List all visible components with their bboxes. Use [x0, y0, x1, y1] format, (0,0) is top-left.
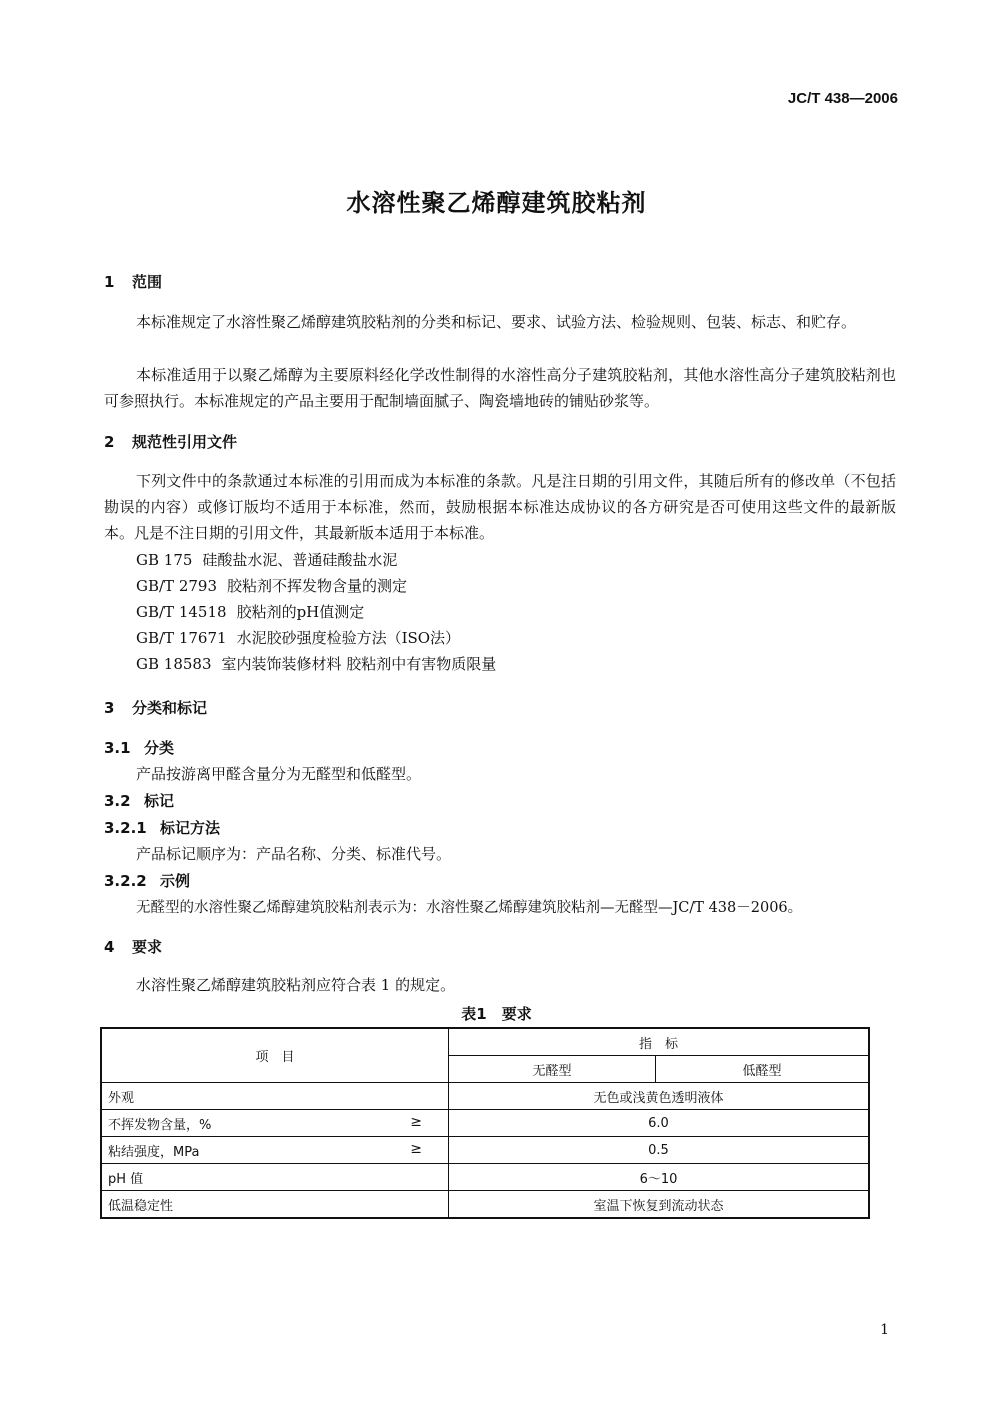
- subsection-number: 3.2.2: [104, 872, 147, 890]
- section-title: 分类和标记: [132, 699, 208, 717]
- section-title: 规范性引用文件: [132, 433, 238, 451]
- row-item-label: 不挥发物含量，%: [108, 1117, 212, 1133]
- row-item: [101, 1083, 449, 1110]
- row-item-label: 外观: [108, 1090, 135, 1106]
- section-number: 4: [104, 938, 115, 956]
- section-3-heading: [104, 697, 896, 718]
- reference-title: 硅酸盐水泥、普通硅酸盐水泥: [202, 551, 398, 569]
- header-index: 指 标: [449, 1028, 870, 1056]
- row-item: [101, 1137, 449, 1164]
- subsection-3-2-1-heading: [104, 817, 896, 838]
- reference-item: [104, 547, 896, 573]
- section-number: 1: [104, 273, 115, 291]
- header-type-1: 无醛型: [449, 1056, 656, 1083]
- subsection-number: 3.2.1: [104, 819, 147, 837]
- reference-code: GB/T 17671: [136, 629, 227, 647]
- subsection-number: 3.1: [104, 739, 131, 757]
- page-number: 1: [880, 1322, 889, 1338]
- section-2-heading: [104, 431, 896, 452]
- row-item-label: pH 值: [108, 1171, 144, 1187]
- reference-item: [104, 573, 896, 599]
- document-title: 水溶性聚乙烯醇建筑胶粘剂: [346, 189, 647, 217]
- subsection-title: 标记: [144, 792, 175, 810]
- subsection-number: 3.2: [104, 792, 131, 810]
- row-item-label: 低温稳定性: [108, 1198, 174, 1214]
- section-4-text: 水溶性聚乙烯醇建筑胶粘剂应符合表 1 的规定。: [136, 976, 456, 994]
- row-value: 0.5: [449, 1137, 870, 1164]
- row-value: 室温下恢复到流动状态: [449, 1191, 870, 1219]
- row-value: 无色或浅黄色透明液体: [449, 1083, 870, 1110]
- section-1-paragraph-1: 本标准规定了水溶性聚乙烯醇建筑胶粘剂的分类和标记、要求、试验方法、检验规则、包装、标志、和贮存。: [136, 313, 857, 331]
- header-type-2: 低醛型: [656, 1056, 870, 1083]
- subsection-title: 分类: [144, 739, 175, 757]
- reference-code: GB 175: [136, 551, 193, 569]
- subsection-3-2-heading: [104, 790, 896, 811]
- reference-title: 胶粘剂的pH值测定: [236, 603, 365, 621]
- table-row: [101, 1110, 869, 1137]
- subsection-title: 标记方法: [160, 819, 221, 837]
- subsection-3-1-text: 产品按游离甲醛含量分为无醛型和低醛型。: [136, 765, 422, 783]
- reference-title: 室内装饰装修材料 胶粘剂中有害物质限量: [221, 655, 497, 673]
- subsection-3-1-heading: [104, 737, 896, 758]
- section-title: 范围: [132, 273, 163, 291]
- section-1-heading: [104, 271, 896, 292]
- subsection-3-2-2-heading: [104, 870, 896, 891]
- requirements-table: [100, 1027, 870, 1219]
- reference-item: [104, 625, 896, 651]
- subsection-3-2-2-text: 无醛型的水溶性聚乙烯醇建筑胶粘剂表示为：水溶性聚乙烯醇建筑胶粘剂—无醛型—JC/T 438－2006。: [136, 900, 803, 916]
- section-1-paragraph-2: 本标准适用于以聚乙烯醇为主要原料经化学改性制得的水溶性高分子建筑胶粘剂，其他水溶性高分子建筑胶粘剂也可参照执行。本标准规定的产品主要用于配制墙面腻子、陶瓷墙地砖的铺贴砂浆等。: [104, 366, 896, 410]
- table-caption: 表1 要求: [461, 1005, 532, 1023]
- reference-item: [104, 599, 896, 625]
- standard-code: JC/T 438—2006: [787, 90, 898, 107]
- row-value: 6.0: [449, 1110, 870, 1137]
- section-title: 要求: [132, 938, 163, 956]
- section-number: 3: [104, 699, 115, 717]
- row-symbol: ≥: [410, 1140, 422, 1157]
- table-header-row: [101, 1028, 869, 1056]
- reference-code: GB/T 14518: [136, 603, 227, 621]
- section-number: 2: [104, 433, 115, 451]
- subsection-title: 示例: [160, 872, 191, 890]
- subsection-3-2-1-text: 产品标记顺序为：产品名称、分类、标准代号。: [136, 845, 452, 863]
- table-row: [101, 1137, 869, 1164]
- section-2-paragraph-1: 下列文件中的条款通过本标准的引用而成为本标准的条款。凡是注日期的引用文件，其随后所有的修改单（不包括勘误的内容）或修订版均不适用于本标准，然而，鼓励根据本标准达成协议的各方研究是否可使用这些文件的最新版本。凡是不注日期的引用文件，其最新版本适用于本标准。: [104, 472, 896, 542]
- section-4-heading: [104, 936, 896, 957]
- row-item: [101, 1191, 449, 1219]
- table-row: [101, 1083, 869, 1110]
- row-symbol: ≥: [410, 1113, 422, 1130]
- row-item: [101, 1110, 449, 1137]
- reference-list: [104, 547, 896, 677]
- reference-title: 胶粘剂不挥发物含量的测定: [227, 577, 408, 595]
- table-row: [101, 1164, 869, 1191]
- reference-code: GB 18583: [136, 655, 212, 673]
- reference-code: GB/T 2793: [136, 577, 218, 595]
- header-item: 项 目: [101, 1028, 449, 1083]
- table-row: [101, 1191, 869, 1219]
- reference-title: 水泥胶砂强度检验方法（ISO法）: [236, 629, 461, 647]
- row-value: 6～10: [449, 1164, 870, 1191]
- row-item-label: 粘结强度，MPa: [108, 1144, 200, 1160]
- reference-item: [104, 651, 896, 677]
- row-item: [101, 1164, 449, 1191]
